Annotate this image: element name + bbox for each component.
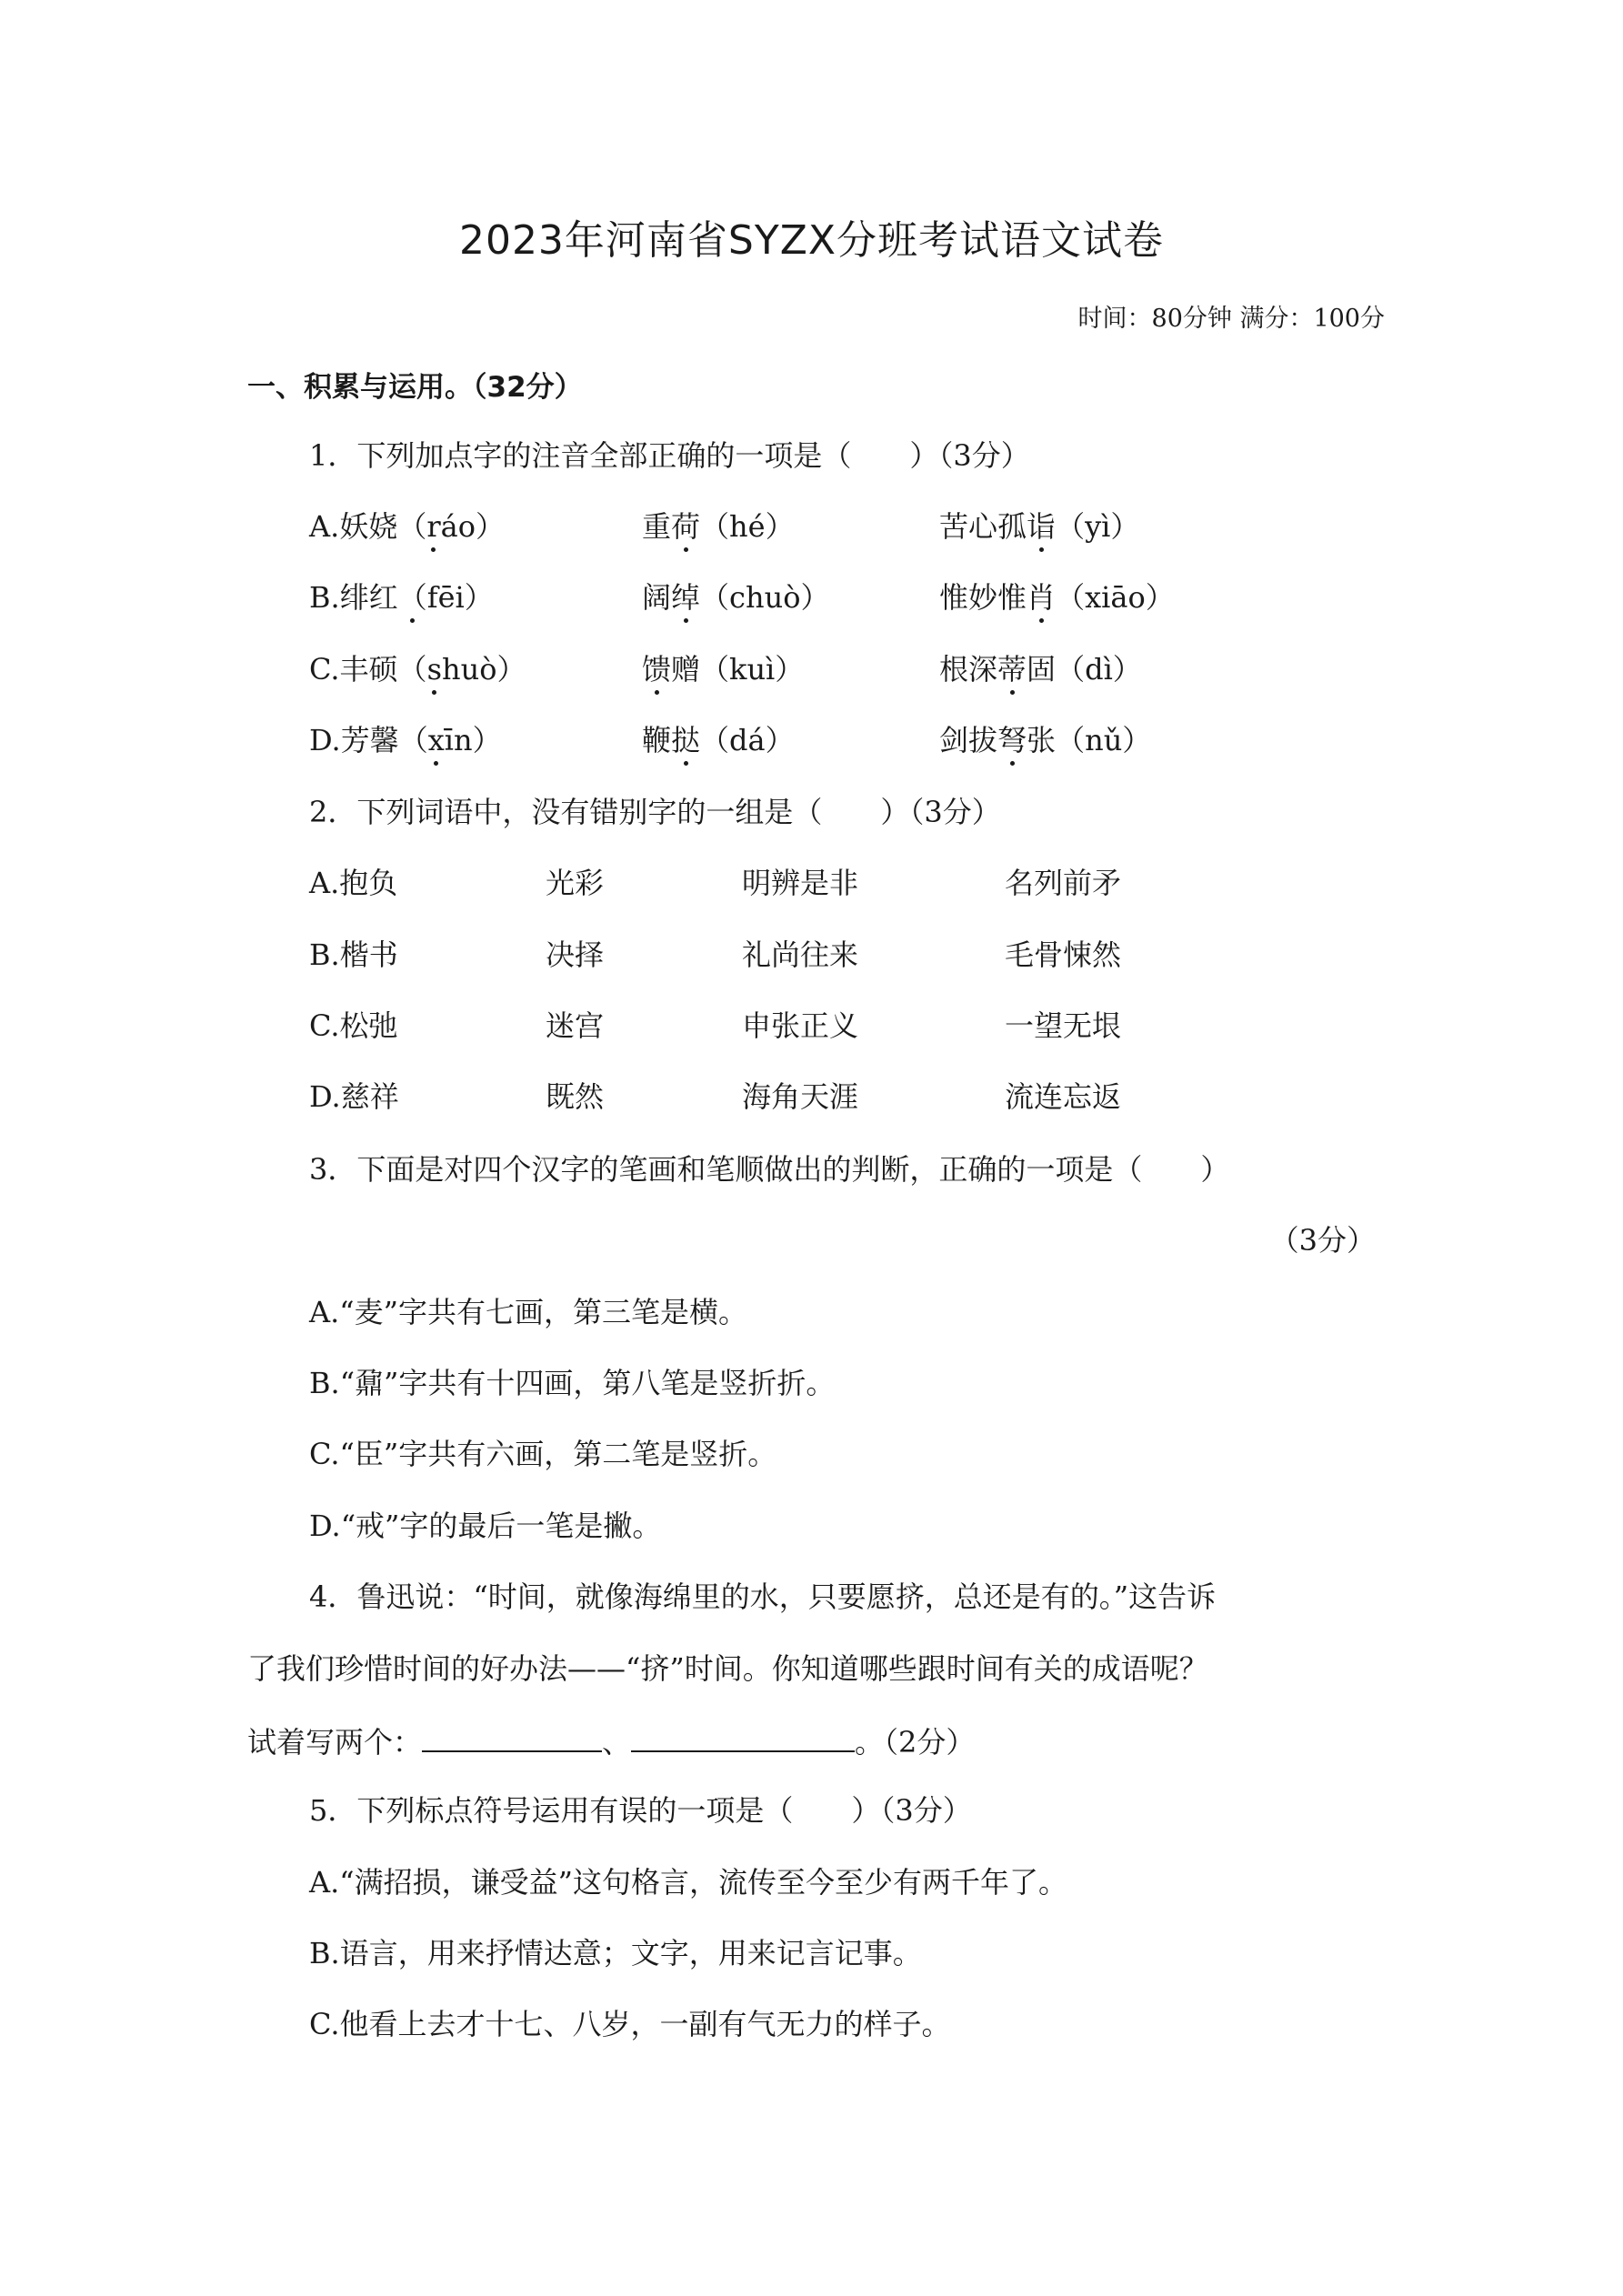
answer-blank-2[interactable] [631, 1725, 855, 1752]
emphasis-dot-char: 弩 [997, 723, 1027, 757]
q2-option-c-word-1: C.松弛 [309, 1008, 398, 1043]
q2-option-c-word-3: 申张正义 [742, 1008, 859, 1043]
q2-option-a-word-3: 明辨是非 [742, 866, 859, 900]
q3-score: （3分） [1269, 1223, 1376, 1258]
q5-option-b: B.语言，用来抒情达意；文字，用来记言记事。 [309, 1936, 922, 1970]
q3-option-d: D.“戒”字的最后一笔是撇。 [309, 1509, 662, 1543]
q1-option-b-item-1: B.绯红（fēi） [309, 580, 494, 615]
q3-option-a: A.“麦”字共有七画，第三笔是横。 [309, 1295, 748, 1329]
q1-option-c-item-2: 馈赠（kuì） [642, 652, 805, 687]
q2-option-b-word-4: 毛骨悚然 [1005, 937, 1122, 972]
exam-meta: 时间：80分钟 满分：100分 [1077, 305, 1385, 333]
q2-option-a-word-2: 光彩 [546, 866, 605, 900]
q1-option-b-item-2: 阔绰（chuò） [642, 580, 830, 615]
q2-option-b-word-1: B.楷书 [309, 937, 398, 972]
q4-line-2: 了我们珍惜时间的好办法——“挤”时间。你知道哪些跟时间有关的成语呢？ [247, 1651, 1208, 1686]
q1-option-c-item-3: 根深蒂固（dì） [939, 652, 1142, 687]
emphasis-dot-char: 肖 [1027, 580, 1057, 615]
q5-stem: 5．下列标点符号运用有误的一项是（ ）（3分） [309, 1793, 972, 1828]
q1-option-a-item-1: A.妖娆（ráo） [309, 509, 505, 544]
q3-option-c: C.“臣”字共有六画，第二笔是竖折。 [309, 1437, 777, 1471]
q3-stem: 3．下面是对四个汉字的笔画和笔顺做出的判断，正确的一项是（ ） [309, 1152, 1230, 1187]
q2-option-b-word-3: 礼尚往来 [742, 937, 859, 972]
q3-option-b: B.“鼐”字共有十四画，第八笔是竖折折。 [309, 1366, 836, 1400]
q1-option-d-item-2: 鞭挞（dá） [642, 723, 795, 757]
q2-option-a-word-1: A.抱负 [309, 866, 398, 900]
emphasis-dot-char: 荷 [671, 509, 701, 544]
emphasis-dot-char: 蒂 [997, 652, 1027, 687]
emphasis-dot-char: 诣 [1027, 509, 1057, 544]
exam-title: 2023年河南省SYZX分班考试语文试卷 [458, 217, 1165, 264]
emphasis-dot-char: （ [397, 580, 427, 615]
q1-stem: 1．下列加点字的注音全部正确的一项是（ ）（3分） [309, 438, 1030, 473]
q4-score: 。（2分） [855, 1725, 976, 1760]
q2-option-c-word-2: 迷宫 [546, 1008, 605, 1043]
emphasis-dot-char: x [427, 723, 445, 757]
answer-blank-1[interactable] [422, 1725, 602, 1752]
q2-stem: 2．下列词语中，没有错别字的一组是（ ）（3分） [309, 795, 1001, 829]
q2-option-a-word-4: 名列前矛 [1005, 866, 1122, 900]
q1-option-c-item-1: C.丰硕（shuò） [309, 652, 526, 687]
q1-option-d-item-1: D.芳馨（xīn） [309, 723, 502, 757]
q1-option-a-item-2: 重荷（hé） [642, 509, 795, 544]
emphasis-dot-char: s [426, 652, 442, 687]
q2-option-d-word-3: 海角天涯 [742, 1079, 859, 1114]
q2-option-c-word-4: 一望无垠 [1005, 1008, 1122, 1043]
emphasis-dot-char: 绰 [671, 580, 701, 615]
section-heading: 一、积累与运用。（32分） [247, 371, 583, 404]
emphasis-dot-char: 馈 [642, 652, 672, 687]
q5-option-c: C.他看上去才十七、八岁，一副有气无力的样子。 [309, 2007, 951, 2041]
q2-option-d-word-4: 流连忘返 [1005, 1079, 1122, 1114]
q4-line-1: 4．鲁迅说：“时间，就像海绵里的水，只要愿挤，总还是有的。”这告诉 [309, 1579, 1217, 1614]
q5-option-a: A.“满招损，谦受益”这句格言，流传至今至少有两千年了。 [309, 1865, 1068, 1900]
emphasis-dot-char: 挞 [671, 723, 701, 757]
q1-option-d-item-3: 剑拔弩张（nǔ） [939, 723, 1152, 757]
q1-option-a-item-3: 苦心孤诣（yì） [939, 509, 1140, 544]
q4-separator: 、 [602, 1725, 632, 1760]
q4-line-3 [247, 1725, 976, 1760]
q1-option-b-item-3: 惟妙惟肖（xiāo） [939, 580, 1175, 615]
q4-prompt: 试着写两个： [247, 1725, 423, 1760]
q2-option-b-word-2: 决择 [546, 937, 605, 972]
q2-option-d-word-1: D.慈祥 [309, 1079, 399, 1114]
emphasis-dot-char: r [426, 509, 441, 544]
q2-option-d-word-2: 既然 [546, 1079, 605, 1114]
